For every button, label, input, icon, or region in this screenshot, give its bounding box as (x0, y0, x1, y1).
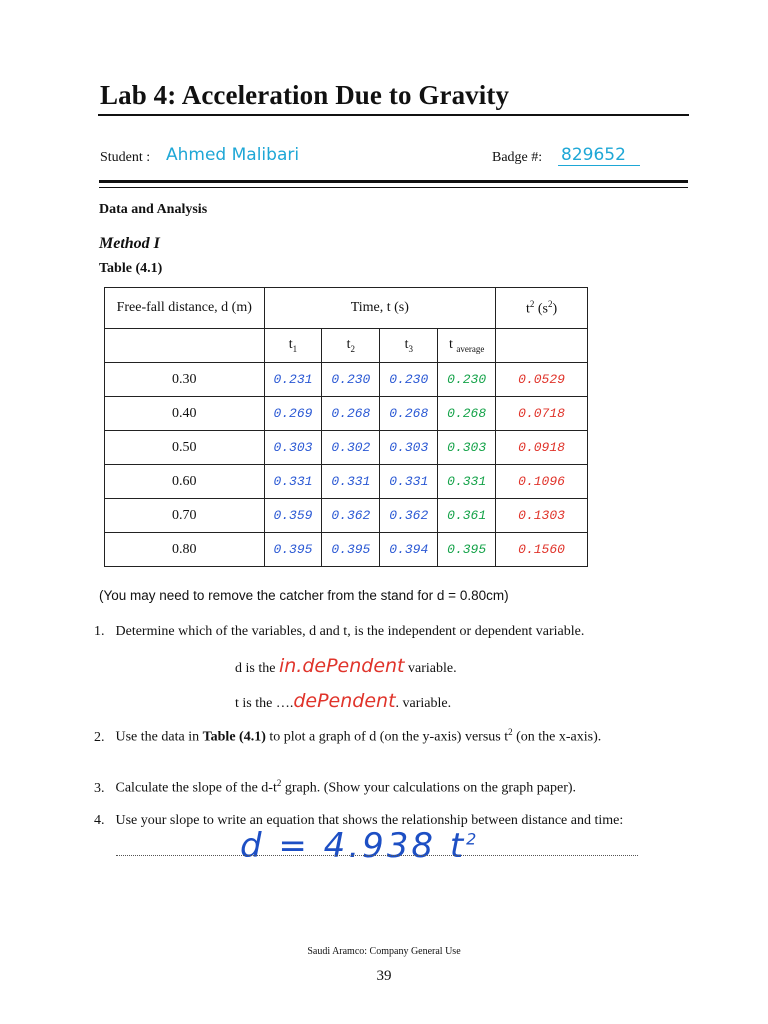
t-average-cell: 0.395 (438, 533, 496, 567)
handwritten-equation (240, 826, 479, 866)
t3-cell: 0.394 (380, 533, 438, 567)
question-3-pre: Calculate the slope of the d-t (115, 780, 277, 796)
method-heading: Method I (99, 235, 160, 252)
table-row (105, 499, 588, 533)
table-header-row (105, 288, 588, 329)
t2-cell: 0.230 (322, 363, 380, 397)
table-body (105, 363, 588, 567)
t3-cell: 0.303 (380, 431, 438, 465)
t2-cell: 0.362 (322, 499, 380, 533)
question-1-text: Determine which of the variables, d and t, is the independent or dependent variable. (115, 624, 585, 639)
distance-cell: 0.50 (105, 431, 265, 465)
distance-cell: 0.70 (105, 499, 265, 533)
table-row (105, 397, 588, 431)
subheader-t3: $t_3$ (380, 329, 438, 363)
title-rule (98, 114, 689, 116)
t1-cell: 0.395 (264, 533, 322, 567)
question-4-text: Use your slope to write an equation that shows the relationship between distance and time: (115, 813, 624, 828)
answer-line-1 (235, 655, 457, 677)
subheader-t-average: t $_{average}$ (438, 329, 496, 363)
question-1 (94, 624, 584, 640)
table-row (105, 465, 588, 499)
distance-cell: 0.80 (105, 533, 265, 567)
distance-cell: 0.30 (105, 363, 265, 397)
t2-cell: 0.268 (322, 397, 380, 431)
t-squared-cell: 0.0718 (496, 397, 588, 431)
t-average-cell: 0.268 (438, 397, 496, 431)
t1-cell: 0.269 (264, 397, 322, 431)
answer-independent: in.dePendent (278, 655, 405, 677)
subheader-t2-blank (496, 329, 588, 363)
section-heading: Data and Analysis (99, 202, 208, 217)
table-row (105, 533, 588, 567)
subheader-blank (105, 329, 265, 363)
distance-cell: 0.60 (105, 465, 265, 499)
question-2-end: (on the x-axis). (516, 729, 602, 745)
subheader-t2: $t_2$ (322, 329, 380, 363)
question-2-table-ref: Table (4.1) (202, 729, 266, 745)
question-3-number: 3. (94, 780, 105, 796)
data-table (104, 287, 588, 567)
t2-cell: 0.302 (322, 431, 380, 465)
header-t-squared: $t^2$ $(s^2)$ (496, 288, 588, 329)
badge-underline (558, 165, 640, 166)
t-squared-cell: 0.0529 (496, 363, 588, 397)
catcher-note: (You may need to remove the catcher from the stand for d = 0.80cm) (99, 588, 509, 603)
t-squared-cell: 0.1096 (496, 465, 588, 499)
question-2-sup: 2 (508, 727, 513, 737)
answer-line-2 (235, 690, 451, 712)
t-squared-cell: 0.1560 (496, 533, 588, 567)
answer-dotted-line (116, 855, 638, 856)
t3-cell: 0.230 (380, 363, 438, 397)
distance-cell: 0.40 (105, 397, 265, 431)
header-distance: Free-fall distance, d (m) (105, 288, 265, 329)
answer-line-1-prefix: d is the (235, 661, 276, 676)
question-2 (94, 727, 601, 746)
t3-cell: 0.268 (380, 397, 438, 431)
badge-label: Badge #: (492, 150, 543, 165)
table-row (105, 431, 588, 465)
t2-cell: 0.395 (322, 533, 380, 567)
question-3-sup: 2 (276, 778, 282, 788)
answer-line-2-suffix: . variable. (395, 696, 452, 711)
badge-number: 829652 (561, 145, 626, 165)
question-4-number: 4. (94, 813, 105, 828)
table-subheader-row (105, 329, 588, 363)
question-3 (94, 778, 576, 797)
t-squared-cell: 0.1303 (496, 499, 588, 533)
t1-cell: 0.303 (264, 431, 322, 465)
table-caption: Table (4.1) (99, 261, 163, 276)
question-2-pre: Use the data in (115, 729, 200, 745)
t3-cell: 0.362 (380, 499, 438, 533)
subheader-t1: $t_1$ (264, 329, 322, 363)
question-3-post: graph. (Show your calculations on the graph paper). (284, 780, 577, 796)
footer-classification: Saudi Aramco: Company General Use (307, 946, 461, 957)
page-title: Lab 4: Acceleration Due to Gravity (100, 80, 510, 110)
t2-cell: 0.331 (322, 465, 380, 499)
equation-exponent: 2 (466, 829, 480, 849)
student-label: Student : (100, 150, 151, 165)
header-time: Time, t (s) (264, 288, 496, 329)
t-squared-cell: 0.0918 (496, 431, 588, 465)
t-average-cell: 0.331 (438, 465, 496, 499)
page-number: 39 (376, 968, 392, 984)
question-1-number: 1. (94, 624, 105, 639)
answer-line-1-suffix: variable. (408, 661, 457, 676)
table-row (105, 363, 588, 397)
t1-cell: 0.331 (264, 465, 322, 499)
question-2-number: 2. (94, 729, 105, 745)
t-average-cell: 0.230 (438, 363, 496, 397)
t-average-cell: 0.303 (438, 431, 496, 465)
t1-cell: 0.359 (264, 499, 322, 533)
answer-line-2-prefix: t is the …. (235, 696, 294, 711)
header-double-rule (99, 180, 688, 188)
student-name: Ahmed Malibari (166, 145, 300, 165)
answer-dependent: dePendent (293, 690, 396, 712)
t1-cell: 0.231 (264, 363, 322, 397)
t-average-cell: 0.361 (438, 499, 496, 533)
question-2-post: to plot a graph of d (on the y-axis) versus t (269, 729, 509, 745)
equation-text: d = 4.938 t (240, 826, 467, 866)
t3-cell: 0.331 (380, 465, 438, 499)
